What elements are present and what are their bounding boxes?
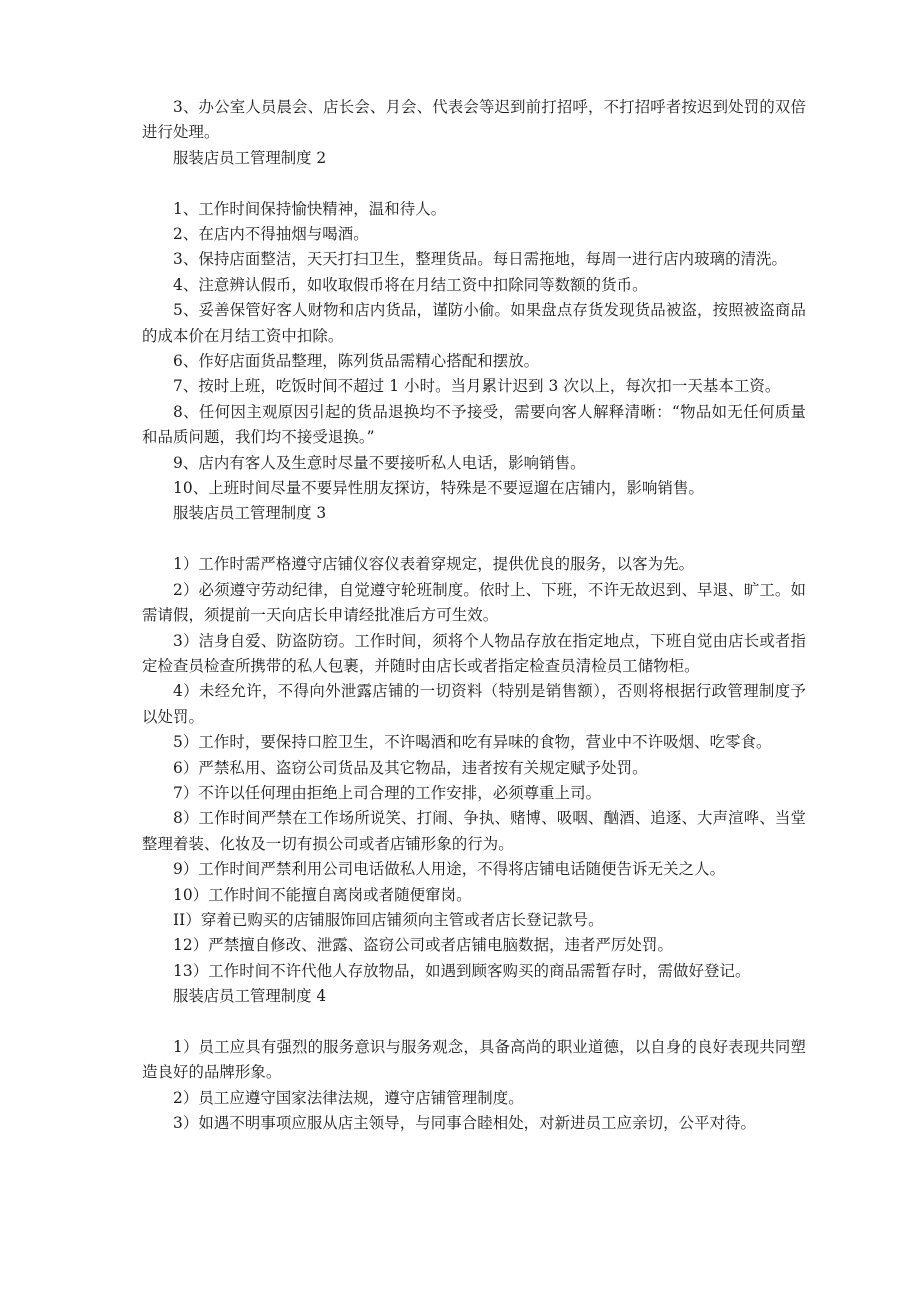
blank-line	[142, 171, 806, 196]
paragraph: 4）未经允许，不得向外泄露店铺的一切资料（特别是销售额），否则将根据行政管理制度予以处罚。	[142, 682, 806, 726]
paragraph: 6）严禁私用、盗窃公司货品及其它物品，违者按有关规定赋予处罚。	[173, 758, 648, 777]
paragraph: 2）员工应遵守国家法律法规，遵守店铺管理制度。	[173, 1088, 524, 1107]
blank-line	[142, 1010, 806, 1035]
document-body	[142, 95, 806, 1137]
paragraph: 4、注意辨认假币，如收取假币将在月结工资中扣除同等数额的货币。	[173, 275, 648, 294]
paragraph: 8、任何因主观原因引起的货品退换均不予接受，需要向客人解释清晰：“物品如无任何质量和品质问题，我们均不接受退换。”	[142, 402, 806, 447]
paragraph: 1）工作时需严格遵守店铺仪容仪表着穿规定，提供优良的服务，以客为先。	[173, 555, 695, 574]
section-heading: 服装店员工管理制度 2	[173, 148, 327, 167]
paragraph: 1）员工应具有强烈的服务意识与服务观念，具备高尚的职业道德，以自身的良好表现共同塑造良好的品牌形象。	[142, 1037, 806, 1082]
paragraph: 9）工作时间严禁利用公司电话做私人用途，不得将店铺电话随便告诉无关之人。	[173, 860, 726, 879]
paragraph: 7、按时上班，吃饭时间不超过 1 小时。当月累计迟到 3 次以上，每次扣一天基本工资。	[173, 377, 781, 396]
paragraph: 5、妥善保管好客人财物和店内货品，谨防小偷。如果盘点存货发现货品被盗，按照被盗商品的成本价在月结工资中扣除。	[142, 301, 806, 345]
paragraph: 8）工作时间严禁在工作场所说笑、打闹、争执、赌博、吸咽、酗酒、追逐、大声渲哗、当堂整理着装、化妆及一切有损公司或者店铺形象的行为。	[142, 809, 806, 853]
section-heading: 服装店员工管理制度 4	[173, 987, 327, 1006]
paragraph: 2、在店内不得抽烟与喝酒。	[173, 225, 369, 244]
paragraph: 3、办公室人员晨会、店长会、月会、代表会等迟到前打招呼，不打招呼者按迟到处罚的双倍进行处理。	[142, 98, 806, 142]
paragraph: 2）必须遵守劳动纪律，自觉遵守轮班制度。依时上、下班，不许无故迟到、早退、旷工。如需请假，须提前一天向店长申请经批准后方可生效。	[142, 580, 806, 625]
paragraph: 9、店内有客人及生意时尽量不要接听私人电话，影响销售。	[173, 453, 586, 472]
paragraph: II）穿着已购买的店铺服饰回店铺须向主管或者店长登记款号。	[173, 910, 604, 929]
paragraph: 7）不许以任何理由拒绝上司合理的工作安排，必须尊重上司。	[173, 783, 602, 802]
paragraph: 10、上班时间尽量不要异性朋友探访，特殊是不要逗遛在店铺内，影响销售。	[173, 479, 704, 498]
paragraph: 13）工作时间不许代他人存放物品，如遇到顾客购买的商品需暂存时，需做好登记。	[173, 961, 751, 980]
paragraph: 3）洁身自爱、防盗防窃。工作时间，须将个人物品存放在指定地点，下班自觉由店长或者指定检查员检查所携带的私人包裹，并随时由店长或者指定检查员清检员工储物柜。	[142, 631, 806, 675]
paragraph: 3）如遇不明事项应服从店主领导，与同事合睦相处，对新进员工应亲切，公平对待。	[173, 1114, 757, 1133]
paragraph: 5）工作时，要保持口腔卫生，不许喝酒和吃有异味的食物，营业中不许吸烟、吃零食。	[173, 733, 772, 752]
paragraph: 1、工作时间保持愉快精神，温和待人。	[173, 199, 447, 218]
blank-line	[142, 527, 806, 552]
paragraph: 3、保持店面整洁，天天打扫卫生，整理货品。每日需拖地，每周一进行店内玻璃的清洗。	[173, 250, 788, 269]
section-heading: 服装店员工管理制度 3	[173, 504, 327, 523]
paragraph: 12）严禁擅自修改、泄露、盗窃公司或者店铺电脑数据，违者严厉处罚。	[173, 936, 673, 955]
paragraph: 10）工作时间不能擅自离岗或者随便窜岗。	[173, 885, 472, 904]
paragraph: 6、作好店面货品整理，陈列货品需精心搭配和摆放。	[173, 352, 540, 371]
